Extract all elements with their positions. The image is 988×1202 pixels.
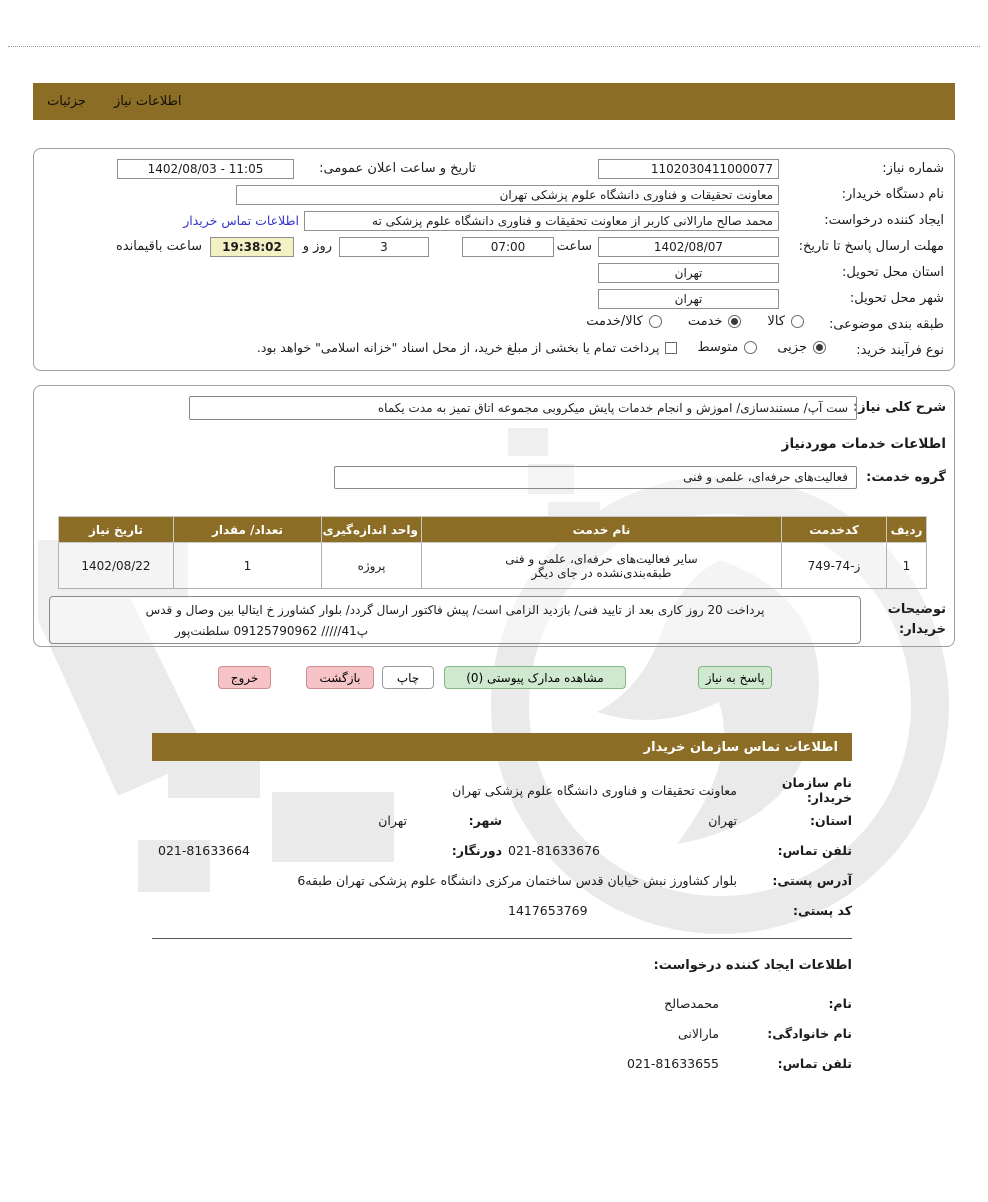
request-creator-field[interactable]: محمد صالح مارالانی کاربر از معاونت تحقیقات و فناوری دانشگاه علوم پزشکی ته [304, 211, 779, 231]
treasury-checkbox-icon[interactable] [665, 342, 677, 354]
buyer-org-name-value: معاونت تحقیقات و فناوری دانشگاه علوم پزشکی تهران [452, 782, 737, 798]
process-type-label: نوع فرآیند خرید: [856, 343, 944, 358]
radio-service-icon[interactable] [728, 315, 741, 328]
countdown-timer: 19:38:02 [210, 237, 294, 257]
buyer-notes-line2: پ41///// 09125790962 سلطنت‌پور [175, 624, 369, 638]
need-summary-panel [33, 148, 955, 371]
top-separator [8, 46, 980, 47]
process-minor-label: جزیی [777, 340, 807, 355]
cell-service-name [422, 543, 782, 589]
buyer-contact-header-bar [152, 733, 852, 761]
deadline-label: مهلت ارسال پاسخ تا تاریخ: [798, 239, 944, 254]
cell-quantity: 1 [174, 543, 322, 589]
attachments-button[interactable]: مشاهده مدارک پیوستی (0) [444, 666, 626, 689]
services-section-title: اطلاعات خدمات موردنیاز [781, 436, 946, 452]
treasury-note-label: پرداخت تمام یا بخشی از مبلغ خرید، از محل اسناد "خزانه اسلامی" خواهد بود. [256, 340, 660, 355]
buyer-postal-label: کد پستی: [792, 902, 852, 918]
radio-minor-icon[interactable] [813, 341, 826, 354]
process-radio-group [257, 340, 826, 355]
need-number-field[interactable]: 1102030411000077 [598, 159, 779, 179]
radio-medium-icon[interactable] [744, 341, 757, 354]
buyer-contact-grid [152, 775, 852, 925]
buyer-postal-value: 1417653769 [508, 902, 588, 918]
announce-datetime-field[interactable]: 1402/08/03 - 11:05 [117, 159, 294, 179]
col-service-code: کدخدمت [782, 517, 887, 543]
col-quantity: تعداد/ مقدار [174, 517, 322, 543]
deadline-time-label: ساعت [556, 239, 592, 254]
category-label: طبقه بندی موضوعی: [828, 317, 944, 332]
request-creator-section-title: اطلاعات ایجاد کننده درخواست: [653, 958, 852, 973]
process-option-medium[interactable] [697, 340, 757, 355]
print-button[interactable]: چاپ [382, 666, 434, 689]
delivery-city-field[interactable]: تهران [598, 289, 779, 309]
buyer-contact-title: اطلاعات تماس سازمان خریدار [643, 739, 838, 755]
buyer-org-name-label: نام سازمان خریدار: [781, 775, 852, 805]
buyer-province-label: استان: [809, 812, 852, 828]
category-radio-group [586, 314, 804, 329]
category-service-label: خدمت [687, 314, 723, 329]
deadline-time-field[interactable]: 07:00 [462, 237, 554, 257]
buyer-contact-link[interactable]: اطلاعات تماس خریدار [183, 213, 299, 228]
category-goods-label: کالا [767, 314, 785, 329]
category-option-both[interactable] [586, 314, 662, 329]
cell-service-code: ز-74-749 [782, 543, 887, 589]
days-remaining-field[interactable]: 3 [339, 237, 429, 257]
delivery-province-field[interactable]: تهران [598, 263, 779, 283]
buyer-org-label: نام دستگاه خریدار: [841, 187, 944, 202]
respond-button[interactable]: پاسخ به نیاز [698, 666, 772, 689]
creator-first-name-label: نام: [828, 995, 852, 1011]
category-option-goods[interactable] [767, 314, 804, 329]
exit-button[interactable]: خروج [218, 666, 271, 689]
tab-details[interactable]: جزئیات [47, 94, 86, 109]
radio-both-icon[interactable] [649, 315, 662, 328]
col-service-name: نام خدمت [422, 517, 782, 543]
hours-remaining-label: ساعت باقیمانده [116, 239, 202, 254]
cell-row-number: 1 [887, 543, 927, 589]
header-tab-bar [33, 83, 955, 120]
back-button[interactable]: بازگشت [306, 666, 374, 689]
general-description-label: شرح کلی نیاز: [852, 400, 946, 415]
request-creator-grid [152, 988, 852, 1078]
services-table [58, 516, 927, 589]
buyer-city-value: تهران [378, 812, 407, 828]
cell-unit: پروژه [322, 543, 422, 589]
col-row-number: ردیف [887, 517, 927, 543]
general-description-field[interactable]: ست آپ/ مستندسازی/ اموزش و انجام خدمات پایش میکروبی مجموعه اتاق تمیز به مدت یکماه [189, 396, 857, 420]
services-table-header-row [59, 517, 927, 543]
creator-last-name-value: مارالانی [677, 1025, 719, 1041]
process-medium-label: متوسط [697, 340, 739, 355]
service-table-row [59, 543, 927, 589]
buyer-notes-line1: پرداخت 20 روز کاری بعد از تایید فنی/ بازدید الزامی است/ پیش فاکتور ارسال گردد/ بلوار کشاورز خ ایتالیا بین وصال و قدس [145, 603, 765, 617]
creator-phone-label: تلفن تماس: [777, 1055, 852, 1071]
category-both-label: کالا/خدمت [586, 314, 643, 329]
buyer-notes-label: توضیحات خریدار: [887, 602, 946, 637]
services-panel [33, 385, 955, 647]
announce-datetime-label: تاریخ و ساعت اعلان عمومی: [319, 161, 476, 176]
buyer-address-value: بلوار کشاورز نبش خیابان قدس ساختمان مرکزی دانشگاه علوم پزشکی تهران طبقه6 [297, 872, 737, 888]
col-need-date: تاریخ نیاز [59, 517, 174, 543]
treasury-checkbox-option[interactable] [257, 340, 678, 355]
creator-first-name-value: محمدصالح [664, 995, 719, 1011]
section-divider [152, 938, 852, 939]
deadline-date-field[interactable]: 1402/08/07 [598, 237, 779, 257]
creator-last-name-label: نام خانوادگی: [767, 1025, 852, 1041]
service-group-field[interactable]: فعالیت‌های حرفه‌ای، علمی و فنی [334, 466, 857, 489]
buyer-fax-value: 021-81633664 [158, 842, 250, 858]
buyer-phone-label: تلفن تماس: [777, 842, 852, 858]
process-option-minor[interactable] [777, 340, 826, 355]
delivery-city-label: شهر محل تحویل: [849, 291, 944, 306]
tab-need-info[interactable]: اطلاعات نیاز [113, 94, 182, 109]
delivery-province-label: استان محل تحویل: [842, 265, 944, 280]
buyer-org-field[interactable]: معاونت تحقیقات و فناوری دانشگاه علوم پزشکی تهران [236, 185, 779, 205]
cell-need-date: 1402/08/22 [59, 543, 174, 589]
service-name-line2: طبقه‌بندی‌نشده در جای دیگر [531, 565, 672, 580]
need-number-label: شماره نیاز: [882, 161, 944, 176]
col-unit: واحد اندازه‌گیری [322, 517, 422, 543]
buyer-city-label: شهر: [468, 812, 502, 828]
days-label: روز و [302, 239, 332, 254]
buyer-address-label: آدرس پستی: [772, 872, 852, 888]
category-option-service[interactable] [688, 314, 742, 329]
request-creator-label: ایجاد کننده درخواست: [824, 213, 944, 228]
service-group-label: گروه خدمت: [866, 470, 946, 485]
buyer-notes-field[interactable] [49, 596, 861, 644]
creator-phone-value: 021-81633655 [627, 1055, 719, 1071]
radio-goods-icon[interactable] [791, 315, 804, 328]
buyer-phone-value: 021-81633676 [508, 842, 600, 858]
service-name-line1: سایر فعالیت‌های حرفه‌ای، علمی و فنی [505, 551, 698, 566]
buyer-fax-label: دورنگار: [451, 842, 502, 858]
buyer-province-value: تهران [708, 812, 737, 828]
